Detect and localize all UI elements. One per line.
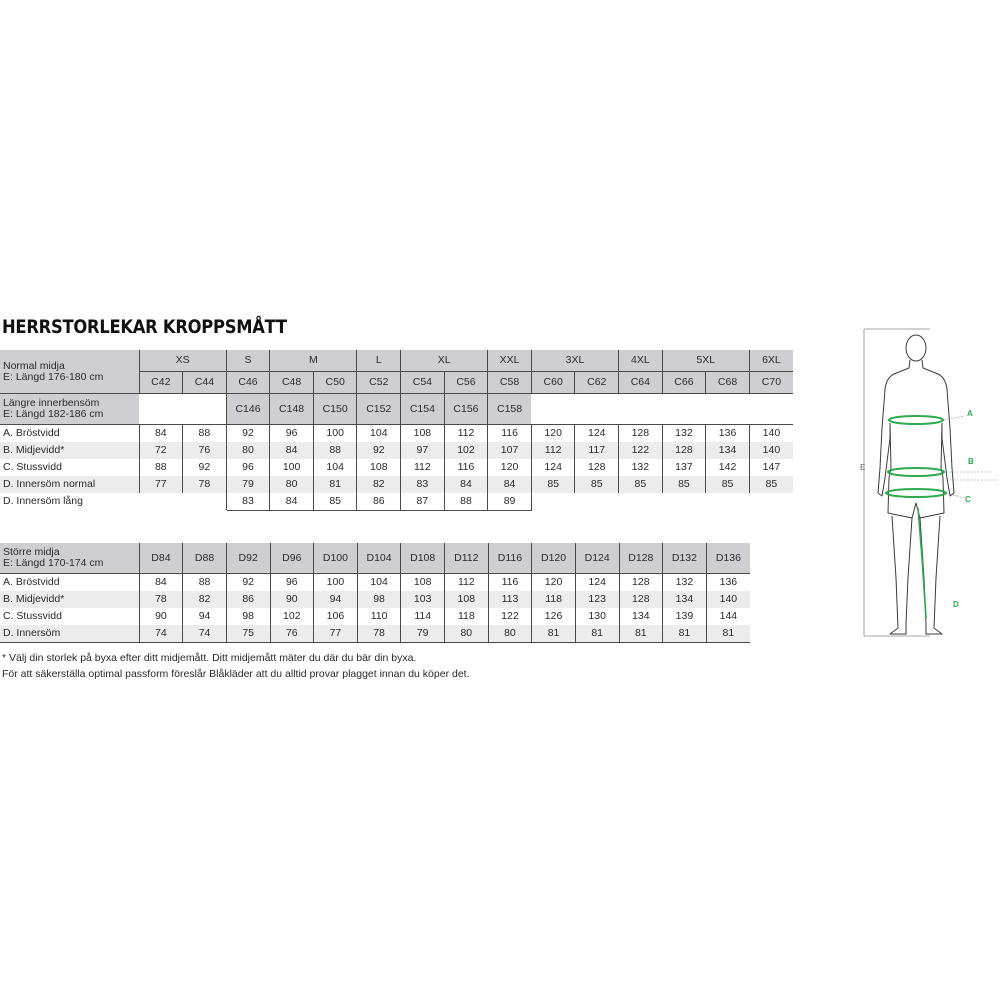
size-code: D100 [314,543,358,574]
empty-cell [619,394,663,425]
cell: 80 [270,476,314,493]
header-line: E: Längd 182-186 cm [3,408,104,420]
header-line: E: Längd 170-174 cm [3,557,104,569]
cell: 81 [313,476,357,493]
cell: 98 [226,608,270,625]
size-group: 5XL [662,350,749,372]
empty-cell [531,394,575,425]
cell: 132 [662,425,706,443]
empty-cell [619,493,663,511]
header-line: Normal midja [3,359,65,372]
cell: 72 [139,442,183,459]
empty-cell [575,394,619,425]
cell: 84 [139,425,183,443]
cell: 124 [575,425,619,443]
cell: 112 [531,442,575,459]
cell: 85 [749,476,793,493]
cell: 136 [706,574,750,592]
table-row [0,476,793,493]
cell: 85 [575,476,619,493]
measurement-lines [886,416,946,618]
cell: 108 [445,591,489,608]
cell: 92 [226,425,270,443]
cell: 100 [270,459,314,476]
cell: 81 [619,625,663,643]
cell: 84 [270,493,314,511]
size-code: D84 [139,543,183,574]
table-row [0,574,750,592]
size-group: 3XL [531,350,618,372]
cell: 132 [663,574,707,592]
cell: 117 [575,442,619,459]
size-table-normal [0,350,793,511]
size-code: C50 [313,372,357,394]
size-code: C46 [226,372,270,394]
cell: 108 [357,459,401,476]
cell: 85 [619,476,663,493]
cell: 88 [183,425,227,443]
cell: 80 [226,442,270,459]
empty-cell [662,493,706,511]
cell: 103 [401,591,445,608]
footnote: * Välj din storlek på byxa efter ditt midjemått. Ditt midjemått mäter du där du bär din byxa. [2,652,417,664]
cell: 128 [575,459,619,476]
cell: 85 [662,476,706,493]
empty-cell [139,493,183,511]
size-code: C52 [357,372,401,394]
cell: 88 [183,574,227,592]
size-group: S [226,350,270,372]
cell: 76 [270,625,314,643]
cell: 108 [401,425,445,443]
row-label: B. Midjevidd* [0,591,139,608]
cell: 130 [575,608,619,625]
page-title: HERRSTORLEKAR KROPPSMÅTT [2,316,287,338]
cell: 102 [270,608,314,625]
cell: 120 [488,459,532,476]
cell: 96 [270,425,314,443]
table-row [0,591,750,608]
hip-measure [886,489,946,497]
height-bracket [864,329,930,636]
table-row [0,442,793,459]
cell: 104 [357,425,401,443]
empty-cell [183,493,227,511]
size-code: C48 [270,372,314,394]
empty-cell [662,394,706,425]
size-code: D124 [575,543,619,574]
cell: 94 [183,608,227,625]
empty-cell [575,493,619,511]
size-code: D92 [226,543,270,574]
cell: 137 [662,459,706,476]
cell: 136 [706,425,750,443]
long-header-label [0,394,139,425]
header-line: E: Längd 176-180 cm [3,370,104,383]
cell: 104 [357,574,401,592]
size-code: C148 [270,394,314,425]
cell: 76 [183,442,227,459]
row-label: D. Innersöm normal [0,476,139,493]
cell: 80 [445,625,489,643]
row-label: C. Stussvidd [3,461,62,473]
size-code: D104 [357,543,401,574]
row-label: B. Midjevidd* [0,442,139,459]
cell: 98 [357,591,401,608]
cell: 140 [706,591,750,608]
cell: 116 [488,574,532,592]
cell: 116 [444,459,488,476]
cell: 90 [139,608,183,625]
long-size-row [0,394,793,425]
cell: 113 [488,591,532,608]
size-code: C68 [706,372,750,394]
size-group: 4XL [619,350,663,372]
cell: 128 [662,442,706,459]
cell: 124 [531,459,575,476]
empty-cell [749,394,793,425]
cell: 122 [488,608,532,625]
size-group-row [0,350,793,372]
cell: 84 [488,476,532,493]
size-code: C62 [575,372,619,394]
cell: 134 [619,608,663,625]
cell: 84 [444,476,488,493]
cell: 75 [226,625,270,643]
label-a: A [967,409,973,418]
size-code: C64 [619,372,663,394]
cell: 118 [532,591,576,608]
larger-header-label [0,543,139,574]
size-code: D108 [401,543,445,574]
cell: 128 [619,591,663,608]
cell: 84 [270,442,314,459]
cell: 92 [226,574,270,592]
cell: 147 [749,459,793,476]
cell: 78 [183,476,227,493]
empty-cell [139,394,183,425]
size-group: XS [139,350,226,372]
cell: 78 [357,625,401,643]
table-row [0,425,793,443]
size-code: D132 [663,543,707,574]
size-code: D88 [183,543,227,574]
table-row [0,459,793,476]
cell: 114 [401,608,445,625]
cell: 96 [226,459,270,476]
footnotes [2,650,470,682]
cell: 88 [139,459,183,476]
empty-cell [183,394,227,425]
cell: 140 [749,425,793,443]
cell: 78 [139,591,183,608]
size-code: C54 [401,372,445,394]
cell: 110 [357,608,401,625]
cell: 88 [444,493,488,511]
cell: 74 [183,625,227,643]
cell: 102 [444,442,488,459]
size-code: C146 [226,394,270,425]
cell: 81 [706,625,750,643]
size-code: D116 [488,543,532,574]
cell: 120 [532,574,576,592]
cell: 124 [575,574,619,592]
human-silhouette [878,335,954,634]
cell: 80 [488,625,532,643]
size-group: 6XL [749,350,793,372]
size-code: C56 [444,372,488,394]
label-c: C [965,495,971,504]
d-size-row [0,543,750,574]
cell: 84 [139,574,183,592]
cell: 96 [270,574,314,592]
table-row [0,625,750,643]
cell: 86 [226,591,270,608]
cell: 104 [313,459,357,476]
normal-header-label [0,350,139,394]
table-row [0,493,793,511]
cell: 81 [575,625,619,643]
label-e: E [860,463,866,472]
size-code: C60 [531,372,575,394]
cell: 134 [706,442,750,459]
cell: 81 [663,625,707,643]
cell: 112 [401,459,445,476]
empty-cell [706,493,750,511]
cell: 85 [531,476,575,493]
cell: 142 [706,459,750,476]
size-code: C58 [488,372,532,394]
table-row [0,608,750,625]
cell: 92 [183,459,227,476]
size-code: C158 [488,394,532,425]
size-code: C150 [313,394,357,425]
size-code: C156 [444,394,488,425]
cell: 128 [619,574,663,592]
cell: 89 [488,493,532,511]
cell: 112 [444,425,488,443]
cell: 140 [749,442,793,459]
empty-cell [706,394,750,425]
cell: 77 [139,476,183,493]
size-group: M [270,350,357,372]
size-code: C66 [662,372,706,394]
cell: 74 [139,625,183,643]
cell: 123 [575,591,619,608]
cell: 126 [532,608,576,625]
cell: 82 [183,591,227,608]
cell: 94 [314,591,358,608]
cell: 128 [619,425,663,443]
cell: 107 [488,442,532,459]
header-line: Större midja [3,546,60,558]
cell: 118 [445,608,489,625]
chest-measure [889,416,943,424]
cell: 144 [706,608,750,625]
cell: 120 [531,425,575,443]
size-code: C44 [183,372,227,394]
cell: 112 [445,574,489,592]
size-code: D120 [532,543,576,574]
label-d: D [953,600,959,609]
size-code: D128 [619,543,663,574]
cell: 82 [357,476,401,493]
cell: 100 [314,574,358,592]
cell: 139 [663,608,707,625]
inseam-measure [918,508,926,618]
cell: 86 [357,493,401,511]
row-label: C. Stussvidd [3,610,62,622]
cell: 85 [313,493,357,511]
size-code: D96 [270,543,314,574]
size-code: C42 [139,372,183,394]
row-label: A. Bröstvidd [3,427,60,439]
row-label: A. Bröstvidd [3,576,60,588]
cell: 106 [314,608,358,625]
header-line: Längre innerbensöm [3,397,100,409]
cell: 77 [314,625,358,643]
cell: 87 [401,493,445,511]
cell: 134 [663,591,707,608]
empty-cell [749,493,793,511]
size-code: C70 [749,372,793,394]
cell: 132 [619,459,663,476]
cell: 116 [488,425,532,443]
cell: 97 [401,442,445,459]
cell: 85 [706,476,750,493]
size-code: D136 [706,543,750,574]
empty-cell [531,493,575,511]
cell: 88 [313,442,357,459]
cell: 79 [226,476,270,493]
size-code: D112 [445,543,489,574]
body-measurement-figure [860,328,1000,648]
cell: 83 [401,476,445,493]
cell: 81 [532,625,576,643]
cell: 122 [619,442,663,459]
cell: 83 [226,493,270,511]
waist-measure [888,468,944,476]
size-group: L [357,350,401,372]
footnote: För att säkerställa optimal passform föreslår Blåkläder att du alltid provar plagget innan du köper det. [2,668,470,680]
size-table-larger-waist [0,543,750,643]
cell: 108 [401,574,445,592]
size-group: XL [401,350,488,372]
cell: 79 [401,625,445,643]
cell: 100 [313,425,357,443]
cell: 92 [357,442,401,459]
size-code: C152 [357,394,401,425]
row-label: D. Innersöm lång [0,493,139,511]
size-code: C154 [401,394,445,425]
row-label: D. Innersöm [0,625,139,643]
cell: 90 [270,591,314,608]
size-group: XXL [488,350,532,372]
label-b: B [968,457,974,466]
